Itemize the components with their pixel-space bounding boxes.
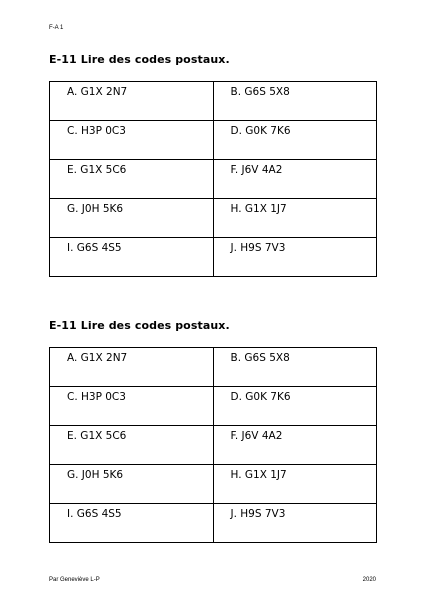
table-row xyxy=(50,465,377,504)
postal-code-cell: B. G6S 5X8 xyxy=(213,348,377,387)
postal-code-table xyxy=(49,347,377,543)
postal-code-cell: B. G6S 5X8 xyxy=(213,82,377,121)
postal-code-cell: G. J0H 5K6 xyxy=(50,199,214,238)
postal-code-cell: J. H9S 7V3 xyxy=(213,238,377,277)
postal-code-cell: C. H3P 0C3 xyxy=(50,121,214,160)
postal-code-cell: E. G1X 5C6 xyxy=(50,160,214,199)
footer-year: 2020 xyxy=(362,577,376,583)
postal-code-table xyxy=(49,81,377,277)
table-row xyxy=(50,160,377,199)
table-row xyxy=(50,348,377,387)
table-row xyxy=(50,121,377,160)
table-row xyxy=(50,82,377,121)
postal-code-cell: F. J6V 4A2 xyxy=(213,160,377,199)
exercise-title: E-11 Lire des codes postaux. xyxy=(49,319,230,332)
footer-author: Par Geneviève L-P xyxy=(49,577,100,583)
postal-code-cell: A. G1X 2N7 xyxy=(50,82,214,121)
postal-code-cell: E. G1X 5C6 xyxy=(50,426,214,465)
postal-code-cell: A. G1X 2N7 xyxy=(50,348,214,387)
page-header-code: F-A 1 xyxy=(49,25,64,31)
postal-code-cell: D. G0K 7K6 xyxy=(213,387,377,426)
exercise-title: E-11 Lire des codes postaux. xyxy=(49,53,230,66)
postal-code-cell: H. G1X 1J7 xyxy=(213,465,377,504)
table-row xyxy=(50,426,377,465)
postal-code-cell: D. G0K 7K6 xyxy=(213,121,377,160)
table-row xyxy=(50,238,377,277)
postal-code-cell: H. G1X 1J7 xyxy=(213,199,377,238)
postal-code-cell: I. G6S 4S5 xyxy=(50,504,214,543)
postal-code-cell: C. H3P 0C3 xyxy=(50,387,214,426)
table-row xyxy=(50,199,377,238)
postal-code-cell: F. J6V 4A2 xyxy=(213,426,377,465)
table-row xyxy=(50,387,377,426)
postal-code-cell: G. J0H 5K6 xyxy=(50,465,214,504)
postal-code-cell: J. H9S 7V3 xyxy=(213,504,377,543)
table-row xyxy=(50,504,377,543)
postal-code-cell: I. G6S 4S5 xyxy=(50,238,214,277)
